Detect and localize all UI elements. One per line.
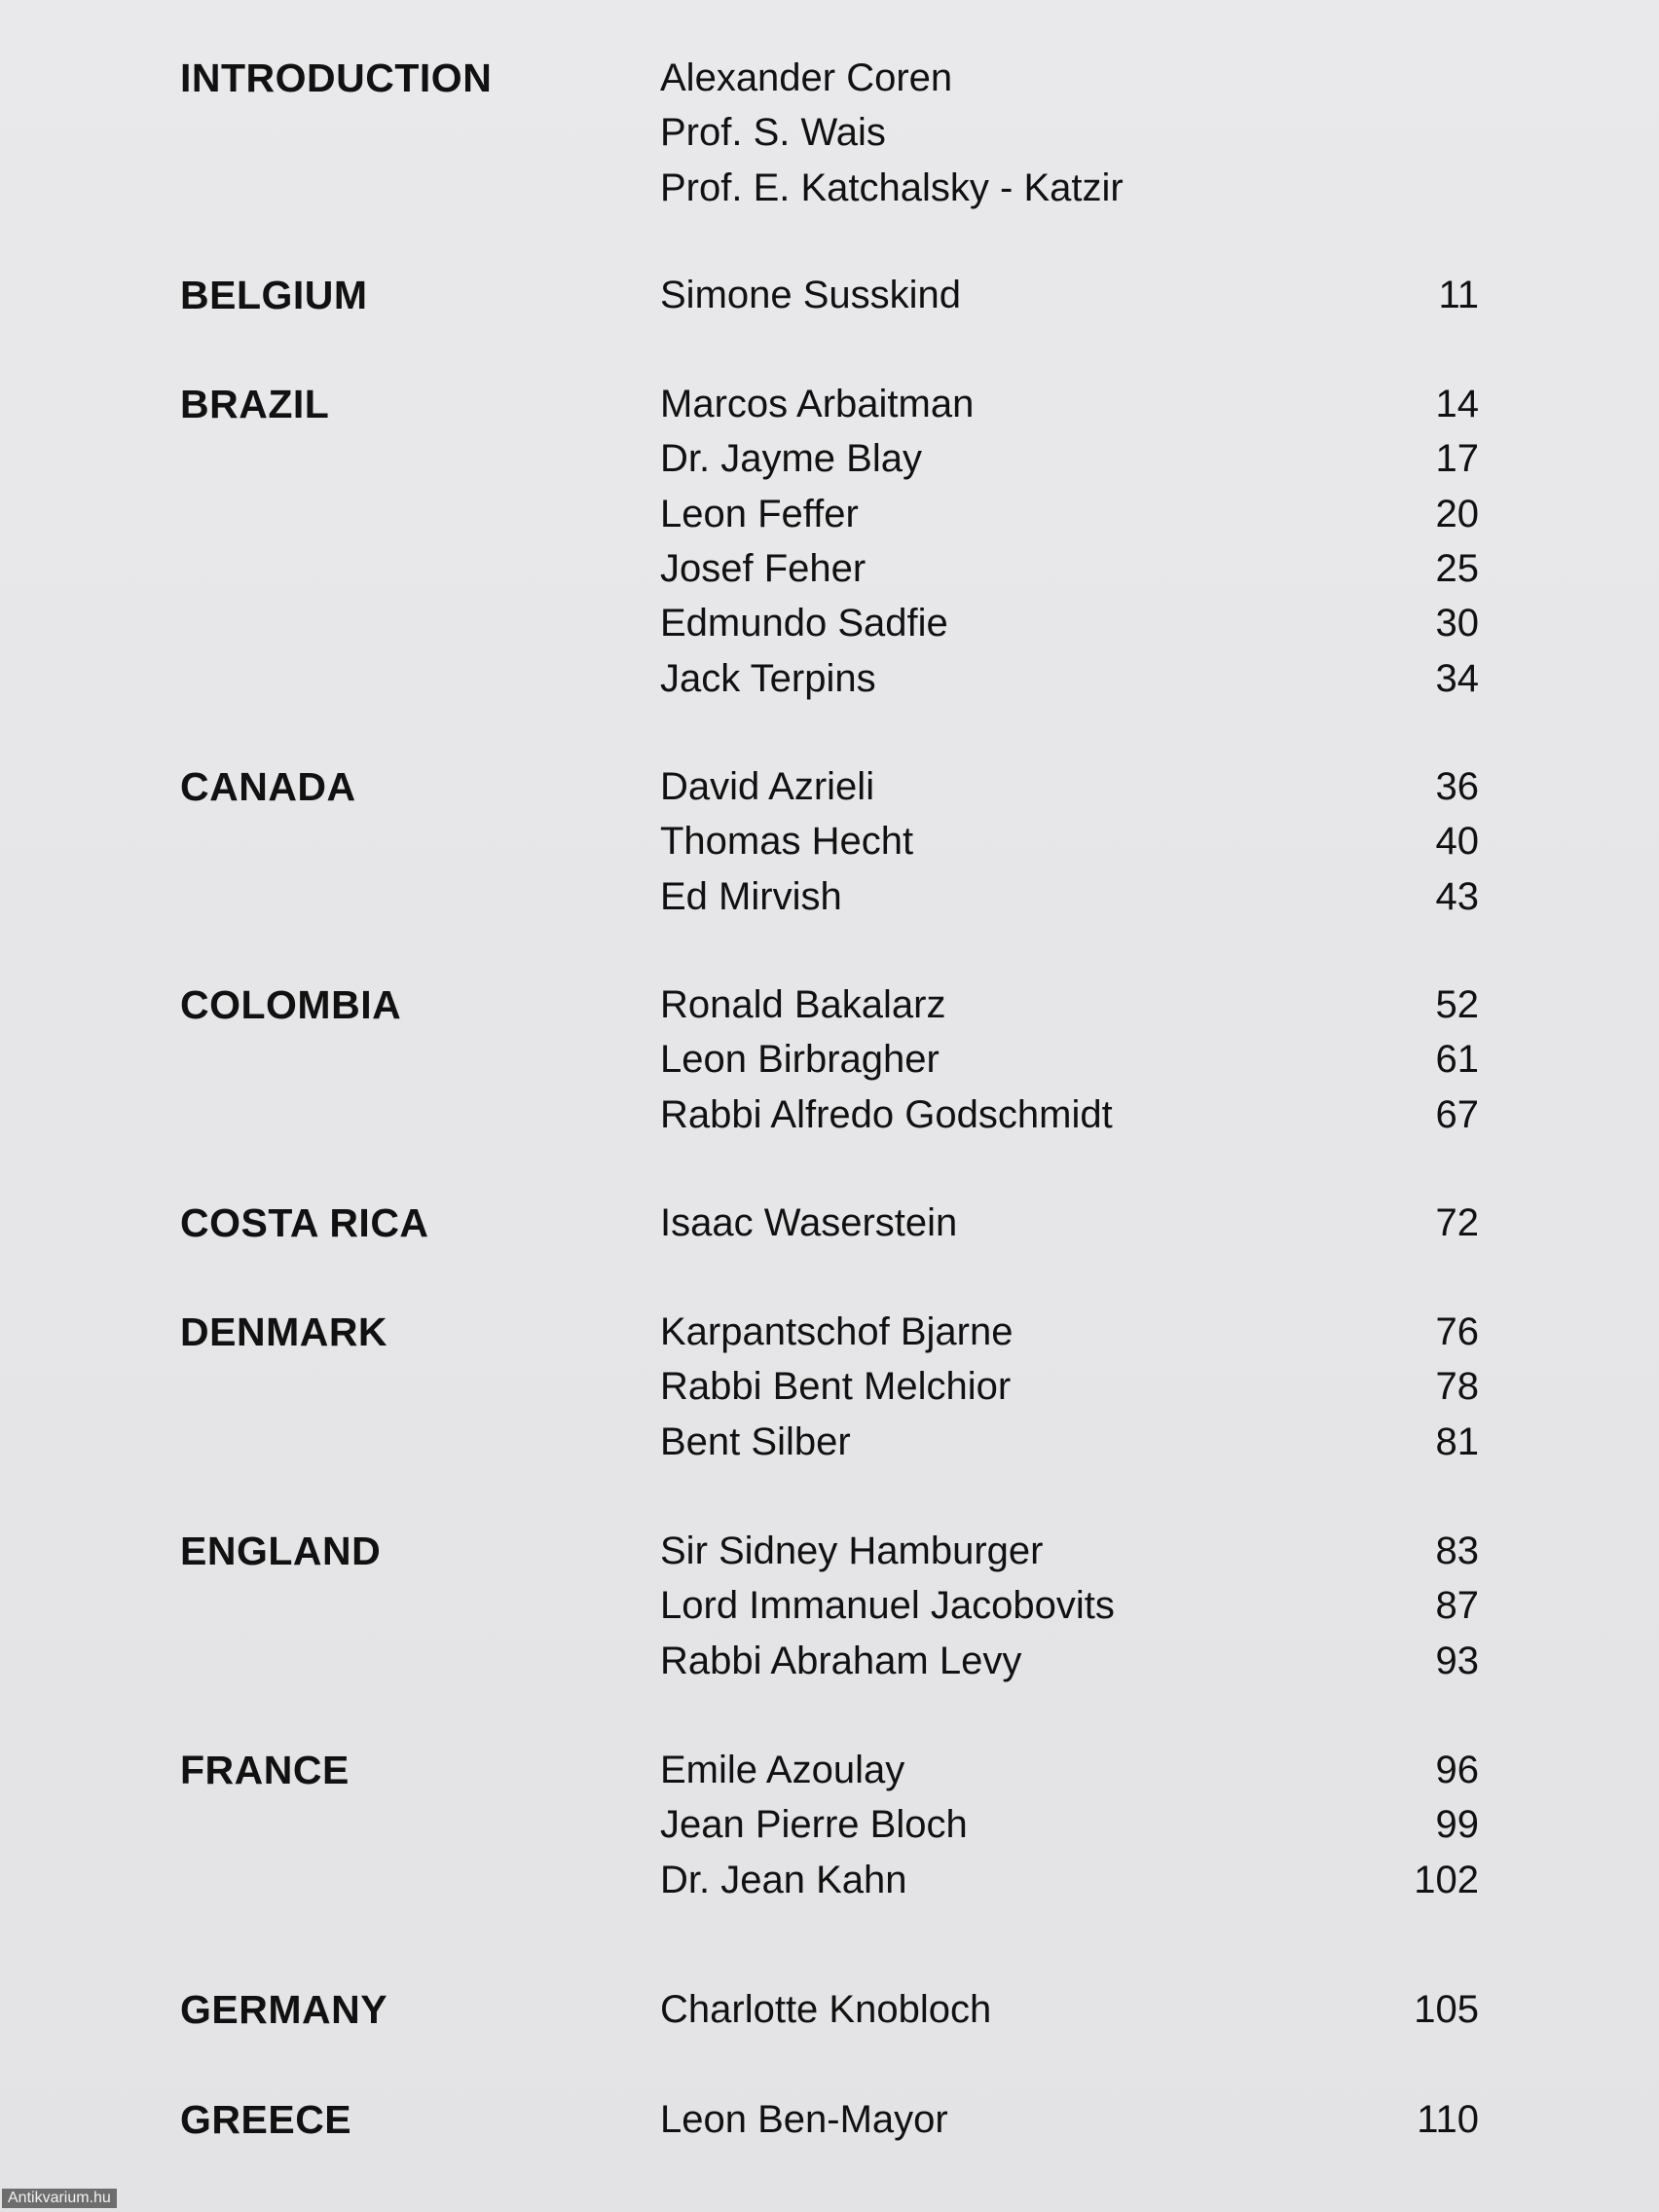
toc-entry (0, 541, 1659, 596)
country-heading: INTRODUCTION (180, 55, 493, 100)
country-heading: BELGIUM (180, 273, 368, 317)
entry-page-number: 72 (1435, 1201, 1479, 1244)
toc-entry (0, 1088, 1659, 1142)
entry-name: Alexander Coren (660, 56, 953, 99)
toc-entry (0, 869, 1659, 924)
toc-entry (0, 596, 1659, 650)
toc-entry (0, 487, 1659, 541)
toc-entry (0, 814, 1659, 868)
entry-page-number: 93 (1435, 1640, 1479, 1682)
country-heading: GERMANY (180, 1987, 388, 2032)
entry-name: Karpantschof Bjarne (660, 1310, 1014, 1353)
entry-name: Ronald Bakalarz (660, 983, 946, 1026)
toc-entry (0, 1359, 1659, 1414)
entry-name: Jean Pierre Bloch (660, 1803, 968, 1846)
entry-page-number: 40 (1435, 820, 1479, 863)
entry-name: Edmundo Sadfie (660, 602, 948, 645)
toc-entry (0, 51, 1659, 105)
toc-entry (0, 1797, 1659, 1852)
entry-page-number: 87 (1435, 1584, 1479, 1627)
entry-page-number: 34 (1435, 657, 1479, 700)
country-heading: DENMARK (180, 1309, 388, 1354)
entry-name: Leon Birbragher (660, 1038, 940, 1081)
watermark: Antikvarium.hu (2, 2189, 117, 2208)
country-heading: FRANCE (180, 1748, 350, 1792)
toc-entry (0, 1982, 1659, 2037)
toc-entry (0, 1853, 1659, 1907)
entry-page-number: 102 (1414, 1859, 1479, 1901)
entry-name: Prof. E. Katchalsky - Katzir (660, 166, 1124, 209)
entry-page-number: 43 (1435, 875, 1479, 918)
entry-name: Isaac Waserstein (660, 1201, 958, 1244)
toc-entry (0, 1634, 1659, 1688)
entry-name: Dr. Jean Kahn (660, 1859, 907, 1901)
entry-page-number: 99 (1435, 1803, 1479, 1846)
toc-entry (0, 431, 1659, 486)
entry-name: Leon Ben-Mayor (660, 2098, 948, 2141)
country-heading: CANADA (180, 764, 356, 809)
entry-page-number: 67 (1435, 1093, 1479, 1136)
entry-page-number: 105 (1414, 1988, 1479, 2031)
toc-entry (0, 759, 1659, 814)
toc-entry (0, 105, 1659, 160)
toc-entry (0, 161, 1659, 215)
toc-entry (0, 377, 1659, 431)
country-heading: COSTA RICA (180, 1200, 429, 1245)
entry-page-number: 52 (1435, 983, 1479, 1026)
entry-name: Marcos Arbaitman (660, 383, 975, 425)
country-heading: COLOMBIA (180, 982, 402, 1027)
entry-name: Lord Immanuel Jacobovits (660, 1584, 1115, 1627)
entry-name: Thomas Hecht (660, 820, 914, 863)
toc-entry (0, 1305, 1659, 1359)
toc-entry (0, 1578, 1659, 1633)
toc-entry (0, 2092, 1659, 2147)
entry-page-number: 30 (1435, 602, 1479, 645)
entry-page-number: 14 (1435, 383, 1479, 425)
entry-name: Ed Mirvish (660, 875, 842, 918)
toc-entry (0, 1032, 1659, 1087)
toc-entry (0, 651, 1659, 706)
country-heading: BRAZIL (180, 382, 330, 426)
entry-page-number: 78 (1435, 1365, 1479, 1408)
entry-name: Sir Sidney Hamburger (660, 1530, 1044, 1572)
entry-name: Jack Terpins (660, 657, 876, 700)
entry-page-number: 83 (1435, 1530, 1479, 1572)
toc-entry (0, 977, 1659, 1032)
entry-page-number: 96 (1435, 1749, 1479, 1791)
entry-page-number: 61 (1435, 1038, 1479, 1081)
entry-name: Emile Azoulay (660, 1749, 905, 1791)
entry-page-number: 20 (1435, 493, 1479, 535)
entry-name: Rabbi Bent Melchior (660, 1365, 1012, 1408)
entry-name: Simone Susskind (660, 274, 962, 316)
entry-page-number: 81 (1435, 1420, 1479, 1463)
entry-name: Leon Feffer (660, 493, 859, 535)
entry-page-number: 11 (1438, 274, 1479, 316)
entry-page-number: 25 (1435, 547, 1479, 590)
toc-entry (0, 1415, 1659, 1469)
entry-name: Prof. S. Wais (660, 111, 886, 154)
entry-name: Charlotte Knobloch (660, 1988, 992, 2031)
entry-name: Bent Silber (660, 1420, 851, 1463)
country-heading: GREECE (180, 2097, 352, 2142)
country-heading: ENGLAND (180, 1529, 382, 1573)
entry-name: Dr. Jayme Blay (660, 437, 922, 480)
entry-page-number: 17 (1435, 437, 1479, 480)
entry-page-number: 76 (1435, 1310, 1479, 1353)
entry-name: Rabbi Abraham Levy (660, 1640, 1022, 1682)
toc-entry (0, 268, 1659, 322)
entry-name: David Azrieli (660, 765, 875, 808)
toc-entry (0, 1524, 1659, 1578)
entry-name: Josef Feher (660, 547, 866, 590)
entry-page-number: 110 (1417, 2098, 1479, 2141)
toc-entry (0, 1743, 1659, 1797)
entry-page-number: 36 (1435, 765, 1479, 808)
toc-entry (0, 1196, 1659, 1250)
entry-name: Rabbi Alfredo Godschmidt (660, 1093, 1113, 1136)
